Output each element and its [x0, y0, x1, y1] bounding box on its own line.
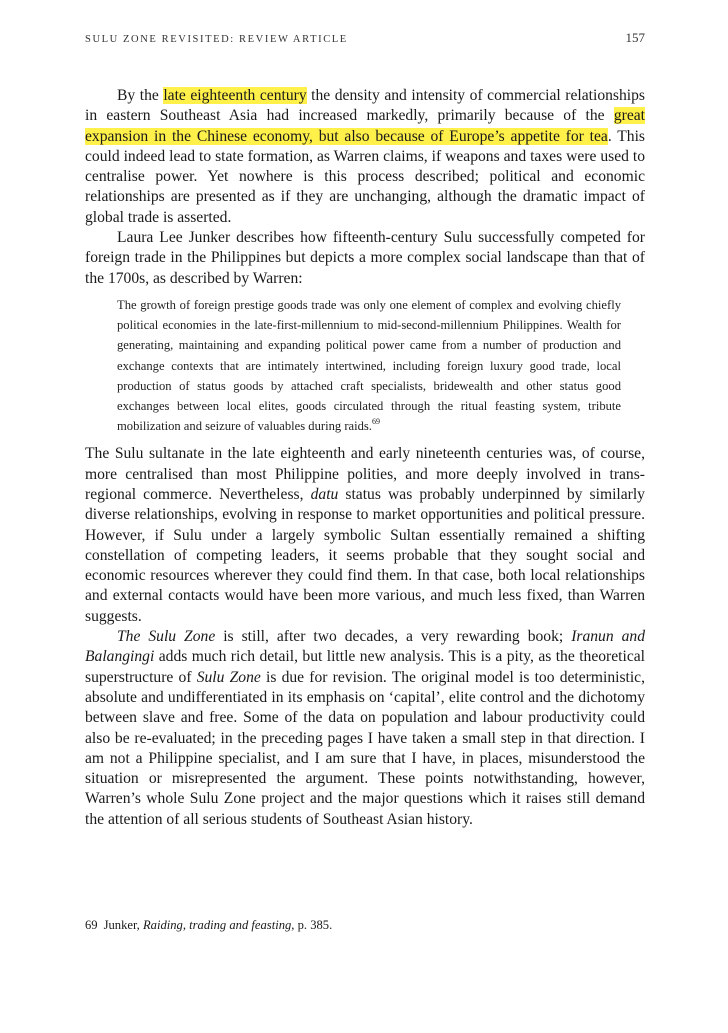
block-quote — [117, 295, 621, 436]
text-run: Laura Lee Junker describes how fifteenth-century Sulu successfully competed for foreign trade in the Philippines but depicts a more complex social landscape than that of the 1700s, as described by Warren: — [85, 229, 645, 287]
footnote-ref: 69 — [371, 417, 380, 427]
paragraph-2 — [85, 228, 645, 289]
book-title: The Sulu Zone — [117, 628, 216, 646]
italic-term: datu — [310, 485, 339, 503]
text-run: the density and intensity of commercial relationships in eastern Southeast Asia had increased markedly, primarily because of the — [85, 87, 645, 125]
highlight-1: late eighteenth century — [163, 87, 307, 104]
paragraph-4 — [85, 627, 645, 830]
text-run: is due for revision. The original model is too deterministic, absolute and undifferentiated in its emphasis on ‘capital’, elite control and the dichotomy between slave and free. Some of the data on population and labour productivity could also be re-evaluated; in the preceding pages I have taken a small step in that direction. I am not a Philippine specialist, and I am sure that I have, in places, misunderstood the situation or misrepresented the argument. These points notwithstanding, however, Warren’s whole Sulu Zone project and the major questions which it raises still demand the attention of all serious students of Southeast Asian history. — [85, 668, 646, 828]
article-body — [85, 86, 645, 830]
highlight-2: great expansion in the Chinese economy, but also because of Europe’s appetite for tea — [85, 107, 645, 145]
book-title: Sulu Zone — [196, 668, 261, 686]
text-run: . This could indeed lead to state formation, as Warren claims, if weapons and taxes were used to centralise power. Yet nowhere is this process described; political and economic relationships are presented as if they are unchanging, although the dramatic impact of global trade is asserted. — [85, 127, 645, 226]
book-title: Iranun and Balangingi — [85, 628, 645, 666]
footnote-author: Junker, — [103, 918, 143, 932]
running-title: SULU ZONE REVISITED: REVIEW ARTICLE — [85, 34, 348, 45]
page-number: 157 — [625, 30, 645, 45]
paragraph-1 — [85, 86, 645, 228]
footnote-page: p. 385. — [294, 918, 333, 932]
quote-text: The growth of foreign prestige goods trade was only one element of complex and evolving chiefly political economies in the late-first-millennium to mid-second-millennium Philippines. Wealth for generating, maintaining and expanding political power came from a number of production and exchange contexts that are intimately intertwined, including foreign luxury good trade, local production of status goods by attached craft specialists, bridewealth and other status good exchanges between local elites, goods circulated through the ritual feasting system, tribute mobilization and seizure of valuables during raids. — [117, 297, 621, 434]
paragraph-3 — [85, 444, 645, 627]
text-run: is still, after two decades, a very rewarding book; — [215, 628, 572, 646]
footnote-title: Raiding, trading and feasting, — [142, 918, 295, 932]
text-run: By the — [117, 87, 164, 104]
footnote-number: 69 — [85, 918, 98, 932]
text-run: status was probably underpinned by similarly diverse relationships, evolving in response to market opportunities and political pressure. However, if Sulu under a largely symbolic Sultan essentially remained a shifting constellation of competing leaders, it seems probable that they sought social and economic resources wherever they could find them. In that case, both local relationships and external contacts would have been more various, and much less fixed, than Warren suggests. — [85, 485, 645, 625]
text-run: adds much rich detail, but little new analysis. This is a pity, as the theoretical superstructure of — [85, 648, 645, 686]
text-run: The Sulu sultanate in the late eighteenth and early nineteenth centuries was, of course, more centralised than most Philippine polities, and more deeply involved in trans-regional commerce. Nevertheless, — [85, 445, 645, 503]
running-head — [85, 30, 645, 46]
footnote — [85, 916, 645, 934]
